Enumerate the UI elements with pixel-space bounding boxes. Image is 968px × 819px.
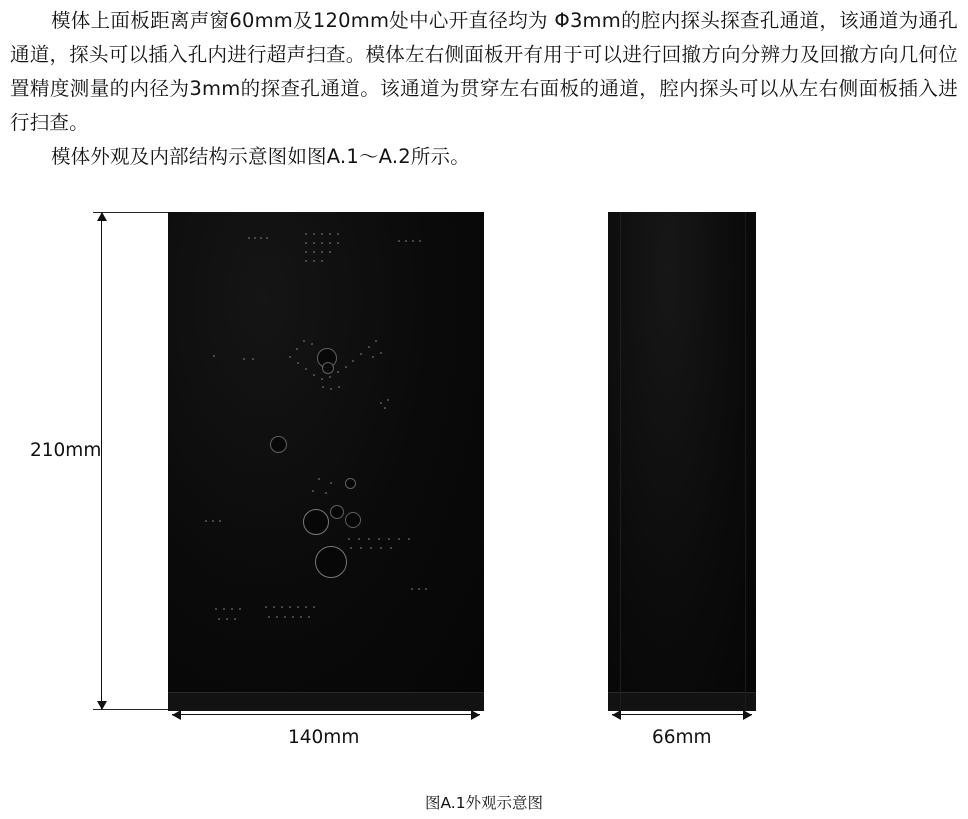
paragraph-1: 模体上面板距离声窗60mm及120mm处中心开直径均为 Φ3mm的腔内探头探查孔通道，该通道为通孔通道，探头可以插入孔内进行超声扫查。模体左右侧面板开有用于可以进行回撤方向分辨力及回撤方向几何位置精度测量的内径为3mm的探查孔通道。该通道为贯穿左右面板的通道，腔内探头可以从左右侧面板插入进行扫查。 <box>10 9 958 134</box>
target-dot <box>266 237 268 239</box>
target-dot <box>321 260 323 262</box>
target-dot <box>252 358 254 360</box>
target-dot <box>352 360 354 362</box>
target-ring <box>345 512 361 528</box>
target-dot <box>260 237 262 239</box>
paragraph-2: 模体外观及内部结构示意图如图A.1～A.2所示。 <box>50 145 470 168</box>
target-dot <box>305 368 307 370</box>
target-dot <box>305 242 307 244</box>
front-width-dimension-label: 140mm <box>288 727 360 748</box>
target-dot <box>273 606 275 608</box>
target-dot <box>289 356 291 358</box>
target-dot <box>388 538 390 540</box>
target-dot <box>330 482 332 484</box>
target-dot <box>311 343 313 345</box>
target-dot <box>212 520 214 522</box>
target-dot <box>226 618 228 620</box>
target-dot <box>305 260 307 262</box>
target-ring-large <box>315 546 347 578</box>
target-dot <box>239 608 241 610</box>
target-dot <box>234 618 236 620</box>
side-width-dimension-line <box>612 714 752 715</box>
target-dot <box>387 399 389 401</box>
target-dot <box>215 608 217 610</box>
target-ring <box>322 362 334 374</box>
target-dot <box>412 240 414 242</box>
target-dot <box>380 547 382 549</box>
target-dot <box>329 242 331 244</box>
target-dot <box>384 407 386 409</box>
target-dot <box>305 233 307 235</box>
target-dot <box>268 616 270 618</box>
height-dimension-label: 210mm <box>30 440 102 461</box>
target-dot <box>321 233 323 235</box>
target-dot <box>358 538 360 540</box>
target-dot <box>398 538 400 540</box>
target-dot <box>254 237 256 239</box>
target-dot <box>378 538 380 540</box>
target-dot <box>330 388 332 390</box>
target-dot <box>348 538 350 540</box>
target-dot <box>350 547 352 549</box>
target-dot <box>368 346 370 348</box>
target-dot <box>289 606 291 608</box>
target-ring-large <box>303 509 329 535</box>
phantom-side-seam-right <box>745 212 746 710</box>
target-dot <box>296 348 298 350</box>
target-dot <box>284 616 286 618</box>
target-dot <box>337 242 339 244</box>
target-dot <box>297 362 299 364</box>
target-ring <box>345 478 356 489</box>
target-dot <box>313 374 315 376</box>
target-dot <box>380 352 382 354</box>
document-text-block <box>10 4 958 174</box>
target-dot <box>313 233 315 235</box>
target-dot <box>312 490 314 492</box>
height-arrow-top <box>97 212 107 221</box>
front-width-arrow-right <box>471 710 480 720</box>
target-dot <box>322 386 324 388</box>
phantom-front-base <box>168 692 484 711</box>
figure-a1 <box>0 190 968 819</box>
target-dot <box>321 251 323 253</box>
target-dot <box>297 606 299 608</box>
target-dot <box>337 371 339 373</box>
target-dot <box>281 606 283 608</box>
height-dimension-line <box>101 212 102 710</box>
target-dot <box>345 366 347 368</box>
target-ring <box>330 505 344 519</box>
target-dot <box>329 233 331 235</box>
target-dot <box>292 616 294 618</box>
target-dot <box>325 492 327 494</box>
target-dot <box>398 240 400 242</box>
phantom-front-view <box>168 212 484 692</box>
target-dot <box>411 588 413 590</box>
target-ring <box>270 436 287 453</box>
target-dot <box>360 547 362 549</box>
target-dot <box>370 547 372 549</box>
target-dot <box>305 251 307 253</box>
target-dot <box>368 538 370 540</box>
figure-caption: 图A.1外观示意图 <box>424 794 544 812</box>
target-dot <box>313 260 315 262</box>
target-dot <box>405 240 407 242</box>
target-dot <box>375 340 377 342</box>
target-dot <box>338 386 340 388</box>
front-width-arrow-left <box>172 710 181 720</box>
target-dot <box>380 402 382 404</box>
side-width-arrow-left <box>612 710 621 720</box>
phantom-side-view <box>608 212 756 692</box>
side-width-arrow-right <box>743 710 752 720</box>
target-dot <box>223 608 225 610</box>
target-dot <box>305 606 307 608</box>
front-width-dimension-line <box>172 714 480 715</box>
target-dot <box>321 242 323 244</box>
phantom-side-seam-left <box>620 212 621 710</box>
target-dot <box>318 478 320 480</box>
target-dot <box>408 538 410 540</box>
target-dot <box>360 353 362 355</box>
target-dot <box>303 340 305 342</box>
side-width-dimension-label: 66mm <box>652 727 712 748</box>
target-dot <box>419 240 421 242</box>
target-dot <box>329 251 331 253</box>
target-dot <box>425 588 427 590</box>
phantom-side-base <box>608 692 756 711</box>
target-dot <box>248 237 250 239</box>
target-dot <box>308 616 310 618</box>
target-dot <box>313 606 315 608</box>
target-dot <box>205 520 207 522</box>
target-dot <box>243 358 245 360</box>
target-dot <box>390 547 392 549</box>
target-dot <box>337 233 339 235</box>
target-dot <box>372 356 374 358</box>
target-dot <box>329 376 331 378</box>
height-extension-bottom <box>93 709 171 710</box>
target-dot <box>321 378 323 380</box>
target-dot <box>213 355 215 357</box>
target-dot <box>265 606 267 608</box>
height-extension-top <box>93 212 171 213</box>
target-dot <box>313 242 315 244</box>
target-dot <box>313 251 315 253</box>
target-dot <box>218 618 220 620</box>
target-dot <box>300 616 302 618</box>
target-dot <box>231 608 233 610</box>
target-dot <box>418 588 420 590</box>
target-dot <box>219 520 221 522</box>
target-dot <box>276 616 278 618</box>
